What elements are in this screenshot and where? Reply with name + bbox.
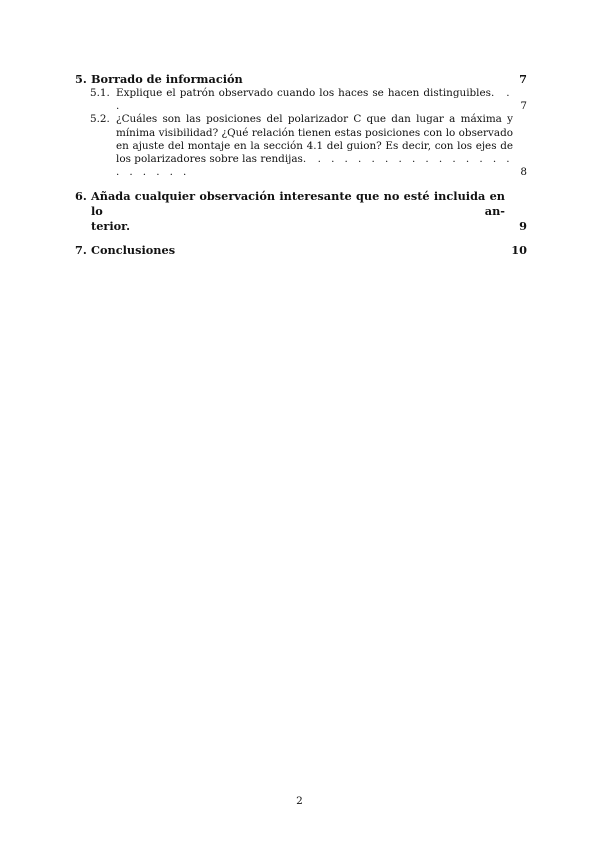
toc-entry-page: 7 <box>520 100 527 113</box>
toc-entry-page: 9 <box>519 219 527 234</box>
toc-entry-title: Borrado de información <box>91 72 243 86</box>
toc-entry-page: 10 <box>511 243 527 258</box>
toc-entry-number: 5.2. <box>90 113 110 126</box>
toc-entry-section-5[interactable] <box>75 72 527 87</box>
toc-entry-title: Conclusiones <box>91 243 176 258</box>
toc-entry-line: en ajuste del montaje en la sección 4.1 del guion? Es decir, con los ejes de <box>116 139 513 152</box>
toc-entry-page: 7 <box>519 72 527 86</box>
toc-entry-page: 8 <box>520 166 527 179</box>
toc-entry-section-5-1[interactable] <box>90 87 527 113</box>
toc-entry-number: 6. <box>75 189 87 204</box>
toc-entry-section-5-2[interactable] <box>90 113 527 179</box>
toc-entry-line: mínima visibilidad? ¿Qué relación tienen estas posiciones con lo observado <box>116 126 513 139</box>
toc-entry-section-7[interactable] <box>75 243 527 258</box>
toc-entry-number: 7. <box>75 243 87 258</box>
toc-entry-line: terior. <box>91 219 131 234</box>
toc-entry-section-6[interactable] <box>75 189 527 234</box>
toc-leader-dots: . . . . . . . . . . . . . . . . . . . . . <box>116 153 514 179</box>
toc-entry-title <box>116 113 513 179</box>
toc-entry-number: 5.1. <box>90 87 110 99</box>
toc-entry-title <box>116 87 513 113</box>
toc-entry-line-text: los polarizadores sobre las rendijas. <box>116 153 307 166</box>
toc-entry-line: Añada cualquier observación interesante que no esté incluida en lo an- <box>91 189 505 219</box>
toc-entry-number: 5. <box>75 72 87 86</box>
toc-leader-dots: . . <box>116 87 513 113</box>
toc-entry-line: ¿Cuáles son las posiciones del polarizador C que dan lugar a máxima y <box>116 113 513 126</box>
page-number: 2 <box>296 795 303 807</box>
table-of-contents <box>75 72 527 258</box>
toc-entry-text: Explique el patrón observado cuando los haces se hacen distinguibles. <box>116 87 495 99</box>
toc-entry-title <box>91 189 505 234</box>
toc-entry-line <box>116 153 513 179</box>
